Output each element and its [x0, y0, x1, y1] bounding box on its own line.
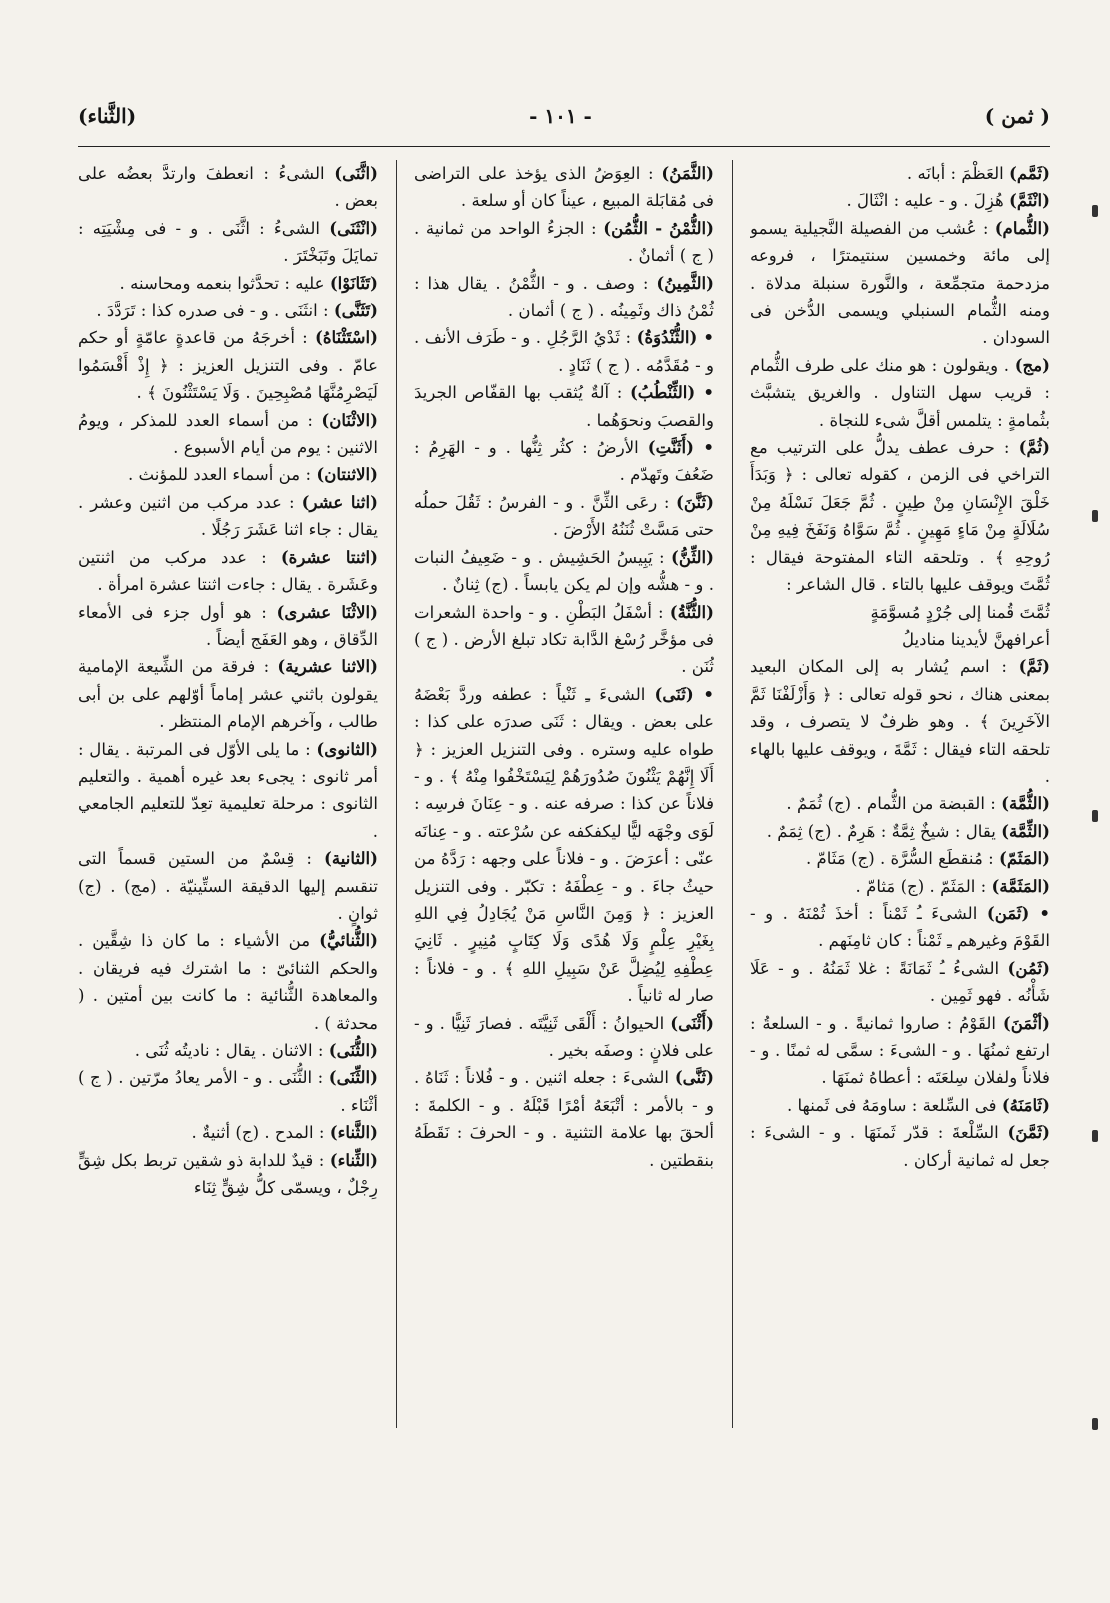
- verse-line: [750, 599, 1050, 626]
- header-rule: [78, 146, 1050, 147]
- entry-definition: : عُشب من الفصيلة النَّجيلية يسمو إلى مائة وخمسين سنتيمترًا ، فروعه مزدحمة متجمِّعة ، والنَّورة سنبلة مدلاة . ومنه الثُّمام السنبلي ويسمى الدُّخن فى السودان .: [750, 218, 1050, 348]
- entry-headword: (الثَّمِينُ): [656, 272, 714, 293]
- entry-headword: (أثْمَنَ): [1002, 1012, 1050, 1033]
- entry-definition: : انثَنَى . و - فى صدره كذا : تَرَدَّدَ .: [96, 301, 329, 321]
- dictionary-entry: [750, 434, 1050, 598]
- entry-definition: : آلةٌ يُثقب بها القفّاص الجريدَ والقصبَ ونحوَهُما .: [414, 383, 714, 430]
- entry-headword: (الثُّمام): [994, 217, 1050, 238]
- entry-headword: (ثَنَّنَ): [676, 491, 714, 512]
- dictionary-entry: [750, 187, 1050, 214]
- dictionary-entry: [78, 927, 378, 1037]
- entry-headword: (الاثنتان): [316, 464, 378, 485]
- dictionary-entry: [78, 1037, 378, 1064]
- text-columns: [78, 160, 1050, 1428]
- dictionary-entry: [414, 160, 714, 215]
- entry-definition: هُزِلَ . و - عليه : انْثَالَ .: [846, 191, 1004, 211]
- dictionary-entry: [78, 324, 378, 406]
- entry-definition: من الأشياء : ما كان ذا شِقَّين . والحكم الثنائىّ : ما اشترك فيه فريقان . والمعاهدة الثُّنائية : ما كانت بين أمتين . ( محدثة ) .: [78, 931, 378, 1033]
- dictionary-entry: [78, 653, 378, 735]
- entry-headword: (الثُّمْنُ - الثُّمُن): [603, 217, 714, 238]
- entry-definition: : أسْفَلُ البَطْنِ . و - واحدة الشعرات فى مؤخَّر رُسْغ الدَّابة تكاد تبلغ الأرض . ( ج ) ثُنَن .: [414, 602, 714, 677]
- dictionary-entry: [750, 1119, 1050, 1174]
- dictionary-entry: [78, 489, 378, 544]
- entry-definition: فى السِّلعة : ساومَهُ فى ثَمنها .: [786, 1095, 997, 1115]
- entry-definition: الحيوانُ : أَلْقَى ثَنِيَّتَه . فصارَ ثَنِيًّا . و - على فلانٍ : وصفَه بخير .: [414, 1013, 714, 1060]
- entry-headword: (اثنتا عشرة): [280, 546, 378, 567]
- entry-headword: (الثُّنَّةُ): [669, 601, 714, 622]
- entry-definition: : قيدٌ للدابة ذو شقين تربط بكل شِقٍّ رِجْلٌ ، ويسمّى كلُّ شِقٍّ ثِنَاء: [78, 1150, 378, 1198]
- entry-definition: : يَبِيسُ الحَشِيش . و - ضَعِيفُ النبات . و - هشُّه وإن لم يكن يابساً . (ج) ثِنانٌ .: [414, 547, 714, 595]
- dictionary-entry: [750, 873, 1050, 900]
- page-header: [78, 96, 1050, 136]
- dictionary-entry: [750, 900, 1050, 955]
- entry-definition: الشىءَ ـُ ثَمْناً : أخذَ ثُمْنَهُ . و - القَوْمَ وغيرهم ـِ ثَمْناً : كان ثامِنَهم .: [750, 903, 1050, 951]
- entry-headword: (أَثْنَى): [670, 1012, 714, 1033]
- dictionary-entry: [750, 653, 1050, 790]
- header-right-title: ( ثمن ): [984, 104, 1050, 128]
- entry-definition: : الثُّنَى . و - الأمر يعادُ مرّتين . ( ج ) أثْنَاء .: [78, 1068, 378, 1115]
- dictionary-entry: [414, 489, 714, 544]
- entry-headword: (الثَّناء): [329, 1122, 378, 1143]
- entry-definition: القَوْمُ : صاروا ثمانيةً . و - السلعةُ : ارتفع ثمنُهَا . و - الشىءَ : سمَّى له ثمنًا . و - فلاناً ولفلان سِلعَتَه : أعطاهُ ثمنَهَا .: [750, 1013, 1050, 1088]
- entry-definition: : عدد مركب من اثنتين وعَشَرة . يقال : جاءت اثنتا عشرة امرأة .: [78, 547, 378, 595]
- dictionary-entry: [414, 324, 714, 379]
- page-number: - ١٠١ -: [529, 104, 592, 128]
- entry-headword: (انْثَمَّ): [1009, 190, 1050, 211]
- dictionary-entry: [78, 407, 378, 462]
- entry-headword: (ثُمَّ): [1018, 437, 1050, 458]
- entry-definition: : حرف عطف يدلُّ على الترتيب مع التراخي فى الزمن ، كقوله تعالى : ﴿ وَبَدَأَ خَلْقَ الإِنْسَانِ مِنْ طِينٍ . ثُمَّ جَعَلَ نَسْلَهُ مِنْ سُلَالَةٍ مِنْ مَاءٍ مَهِينٍ . ثُمَّ سَوَّاهُ وَنَفَخَ فِيهِ مِنْ رُوحِهِ ﴾ . وتلحقه التاء المفتوحة فيقال : ثُمَّتَ ويوقف عليها بالتاء . قال الشاعر :: [750, 438, 1050, 595]
- entry-definition: أعرافهنَّ لأيدينا مناديلُ: [901, 629, 1050, 649]
- dictionary-entry: [78, 215, 378, 270]
- entry-definition: السِّلْعةَ : قدّر ثَمنَهَا . و - الشىءَ : جعل له ثمانية أركان .: [750, 1123, 1050, 1170]
- dictionary-entry: [414, 1010, 714, 1065]
- entry-headword: (الثانية): [324, 848, 378, 869]
- entry-definition: : من أسماء العدد للمذكر ، ويومُ الاثنين : يوم من أيام الأسبوع .: [78, 410, 378, 458]
- dictionary-entry: [78, 736, 378, 846]
- margin-mark: [1092, 1418, 1098, 1430]
- entry-definition: : العِوَضُ الذى يؤخذ على التراضى فى مُقابَلة المبيع ، عيناً كان أو سلعة .: [414, 164, 714, 211]
- entry-headword: (ثَامَنَهُ): [1001, 1094, 1050, 1115]
- dictionary-entry: [750, 845, 1050, 872]
- dictionary-entry: [750, 160, 1050, 187]
- entry-definition: الشىءُ ـُ ثَمَانَةً : غلا ثَمَنُهُ . و - عَلَا شَأْنُه . فهو ثَمِين .: [750, 958, 1050, 1006]
- dictionary-entry: [78, 160, 378, 215]
- entry-definition: : ثَدْيُ الرَّجُلِ . و - طَرَف الأنف . و - مُقَدَّمُه . ( ج ) ثَنَادٍ .: [414, 328, 714, 375]
- entry-definition: : ما يلى الأوّل فى المرتبة . يقال : أمر ثانوى : يجىء بعد غيره أهمية . والتعليم الثانوى : مرحلة تعليمية تعِدّ للتعليم الجامعي .: [78, 739, 378, 841]
- entry-definition: الأرضُ : كثُر ثِنُّها . و - الهَرِمُ : ضَعُفَ وتَهدّم .: [414, 438, 714, 485]
- dictionary-entry: [78, 461, 378, 488]
- entry-headword: (ثَمَّ): [1018, 656, 1050, 677]
- dictionary-entry: [750, 215, 1050, 352]
- entry-definition: : الاثنان . يقال : ناديتُه ثُنَى .: [134, 1041, 324, 1060]
- entry-definition: . ويقولون : هو منك على طرف الثُّمام : قريب سهل التناول . والغريق يتشبَّث بثُمامةٍ : يتلمس أقلَّ شىء للنجاة .: [750, 355, 1050, 430]
- dictionary-entry: [414, 544, 714, 599]
- entry-definition: : رعَى الثِّنَّ . و - الفرسُ : ثَقُلَ حملُه حتى مَسَّتْ ثُنَنُهُ الأَرْضَ .: [414, 492, 714, 540]
- dictionary-entry: [78, 1064, 378, 1119]
- dictionary-entry: [78, 544, 378, 599]
- column-right: [750, 160, 1050, 1428]
- dictionary-entry: [414, 379, 714, 434]
- entry-definition: : مُنقطَع السُّرَّة . (ج) مَثَامّ .: [805, 849, 994, 869]
- entry-definition: : المَثَمّ . (ج) مَثامّ .: [855, 876, 987, 896]
- margin-mark: [1092, 205, 1098, 217]
- dictionary-entry: [750, 955, 1050, 1010]
- entry-headword: (المَثَمّ): [998, 848, 1050, 869]
- entry-headword: (الثُّنْدُوَةُ): [636, 327, 698, 348]
- entry-headword: (ثَنَى): [654, 683, 694, 704]
- dictionary-entry: [414, 270, 714, 325]
- entry-headword: (الثَّمَنُ): [661, 163, 714, 183]
- entry-headword: (انْثَنَى): [329, 217, 378, 238]
- entry-definition: : المدح . (ج) أثنيةٌ .: [191, 1123, 325, 1143]
- entry-definition: الشىءُ : انعطفَ وارتدَّ بعضُه على بعض .: [78, 164, 378, 211]
- entry-headword: (الثُّمَّة): [1001, 793, 1050, 814]
- entry-definition: الشىءَ ـِ ثَنْياً : عطفه وردَّ بَعْضَهُ على بعض . ويقال : ثَنَى صدرَه على كذا : طواه عليه وستره . وفى التنزيل العزيز : ﴿ أَلَا إِنَّهُمْ يَثْنُونَ صُدُورَهُمْ لِيَسْتَخْفُوا مِنْهُ ﴾ . و - فلاناً عن كذا : صرفه عنه . و - عِنَانَ فرسِه : لَوَى وجْهَه ليًّا ليكفكفه عن سُرْعته . و - عِنانَه عنّى : أعرَضَ . و - فلاناً على وجهه : رَدَّهُ من حيثُ جاءَ . و - عِطْفَهُ : تكبّر . وفى التنزيل العزيز : ﴿ وَمِنَ النَّاسِ مَنْ يُجَادِلُ فِي اللهِ بِغَيْرِ عِلْمٍ وَلَا هُدًى وَلَا كِتَابٍ مُنِيرٍ . ثَانِيَ عِطْفِهِ لِيُضِلَّ عَنْ سَبِيلِ اللهِ ﴾ . و - فلاناً : صار له ثانياً .: [414, 684, 714, 1006]
- dictionary-entry: [750, 1010, 1050, 1092]
- header-left-title: (الثَّناء): [78, 104, 137, 128]
- dictionary-entry: [750, 352, 1050, 434]
- entry-headword: (المَثَمَّة): [991, 875, 1050, 896]
- entry-headword: (ثَمَّم): [1009, 163, 1050, 183]
- column-divider: [732, 160, 733, 1428]
- entry-headword: (الثُّنائيُّ): [319, 930, 378, 951]
- margin-mark: [1092, 510, 1098, 522]
- entry-definition: : من أسماء العدد للمؤنث .: [127, 465, 312, 485]
- entry-definition: الشىءَ : جعله اثنين . و - فُلاناً : ثَنَاهُ . و - بالأمر : أتْبَعَهُ أمْرًا قَبْلَهُ . و - الكلمةَ : ألحقَ بها علامة التثنية . و - الحرفَ : نَقَطَهُ بنقطتين .: [414, 1068, 714, 1170]
- entry-headword: (الثِّنُّ): [670, 546, 714, 567]
- entry-headword: (أَثَنَّتِ): [647, 437, 694, 458]
- entry-headword: (الاثْنَان): [321, 409, 378, 430]
- dictionary-entry: [750, 1092, 1050, 1119]
- entry-definition: ثُمَّتَ قُمنا إلى جُرْدٍ مُسوَّمَةٍ: [870, 602, 1050, 622]
- entry-headword: (الثانوى): [316, 738, 378, 759]
- dictionary-entry: [414, 599, 714, 681]
- entry-headword: (الثُّنَى): [328, 1040, 378, 1060]
- margin-mark: [1092, 810, 1098, 822]
- dictionary-entry: [78, 297, 378, 324]
- entry-headword: (تَثَانَوْا): [329, 272, 378, 293]
- entry-headword: (الثِّنَى): [328, 1067, 378, 1088]
- entry-headword: (اثَّنَى): [334, 163, 378, 183]
- entry-definition: : فرقة من الشِّيعة الإمامية يقولون باثني عشر إماماً أوّلهم على بن أبى طالب ، وآخرهم الإمام المنتظر .: [78, 657, 378, 732]
- entry-definition: : عدد مركب من اثنين وعشر . يقال : جاء اثنا عَشَرَ رَجُلًا .: [78, 492, 378, 540]
- entry-headword: (الاثنا عشرية): [277, 656, 378, 677]
- dictionary-entry: [750, 790, 1050, 817]
- column-middle: [414, 160, 714, 1428]
- dictionary-entry: [414, 215, 714, 270]
- entry-headword: (اسْتَثْنَاهُ): [315, 327, 378, 348]
- entry-definition: : أخرجَهُ من قاعدةٍ عامّةٍ أو حكم عامّ . وفى التنزيل العزيز : ﴿ إِذْ أَقْسَمُوا لَيَصْرِمُنَّهَا مُصْبِحِينَ . وَلَا يَسْتَثْنُونَ ﴾ .: [78, 328, 378, 403]
- entry-definition: : وصف . و - الثُّمْنُ . يقال هذا : ثُمْنُ ذاك وثَمِينُه . ( ج ) أثمان .: [414, 273, 714, 321]
- entry-headword: (الثِّنْطُبُ): [629, 382, 696, 403]
- entry-definition: : القبضة من الثُّمام . (ج) ثُمَمٌ .: [786, 794, 996, 814]
- dictionary-entry: [78, 1119, 378, 1146]
- entry-headword: (مج): [1014, 354, 1050, 375]
- entry-headword: (ثَمُن): [1007, 957, 1050, 978]
- dictionary-entry: [78, 845, 378, 927]
- dictionary-entry: [414, 1064, 714, 1174]
- margin-mark: [1092, 1130, 1098, 1142]
- entry-definition: الشىءُ : اثَّنَى . و - فى مِشْيَتِه : تمايَلَ وتَبَخْتَرَ .: [78, 218, 378, 266]
- entry-headword: (ثَمَن): [986, 902, 1030, 923]
- verse-line: [750, 626, 1050, 653]
- entry-headword: (اثنا عشر): [301, 491, 378, 512]
- dictionary-entry: [414, 434, 714, 489]
- dictionary-entry: [78, 1147, 378, 1202]
- entry-definition: : اسم يُشار به إلى المكان البعيد بمعنى هناك ، نحو قوله تعالى : ﴿ وَأَزْلَفْنَا ثَمَّ الآخَرِينَ ﴾ . وهو ظرفٌ لا يتصرف ، وقد تلحقه التاء فيقال : ثَمَّةَ ، ويوقف عليها بالهاء .: [750, 657, 1050, 786]
- entry-headword: (الاثْنَا عشرى): [276, 601, 378, 622]
- column-left: [78, 160, 378, 1428]
- dictionary-entry: [750, 818, 1050, 845]
- entry-headword: (الثِّناء): [329, 1149, 378, 1170]
- entry-definition: : قِسْمٌ من الستين قسماً التى تنقسم إليها الدقيقة الستِّينيّة . (مج) . (ج) ثوانٍ .: [78, 849, 378, 923]
- dictionary-entry: [78, 599, 378, 654]
- entry-definition: : الجزءُ الواحد من ثمانية . ( ج ) أثمانٌ .: [414, 218, 714, 266]
- dictionary-entry: [414, 681, 714, 1010]
- entry-headword: (تَثَنَّى): [333, 300, 378, 321]
- entry-definition: العَظْمَ : أبانَه .: [906, 164, 1004, 183]
- entry-definition: عليه : تحدَّثوا بنعمه ومحاسنه .: [119, 273, 325, 293]
- column-divider: [396, 160, 397, 1428]
- entry-definition: : هو أول جزء فى الأمعاء الدِّقاق ، وهو العَفَج أيضاً .: [78, 602, 378, 649]
- entry-headword: (الثِّمَّة): [1001, 820, 1050, 841]
- entry-headword: (ثَمَّنَ): [1007, 1122, 1050, 1143]
- entry-headword: (ثَنَّى): [674, 1067, 714, 1088]
- dictionary-entry: [78, 270, 378, 297]
- entry-definition: يقال : شيخٌ ثِمَّةٌ : هَرِمٌ . (ج) ثِمَمٌ .: [766, 821, 996, 841]
